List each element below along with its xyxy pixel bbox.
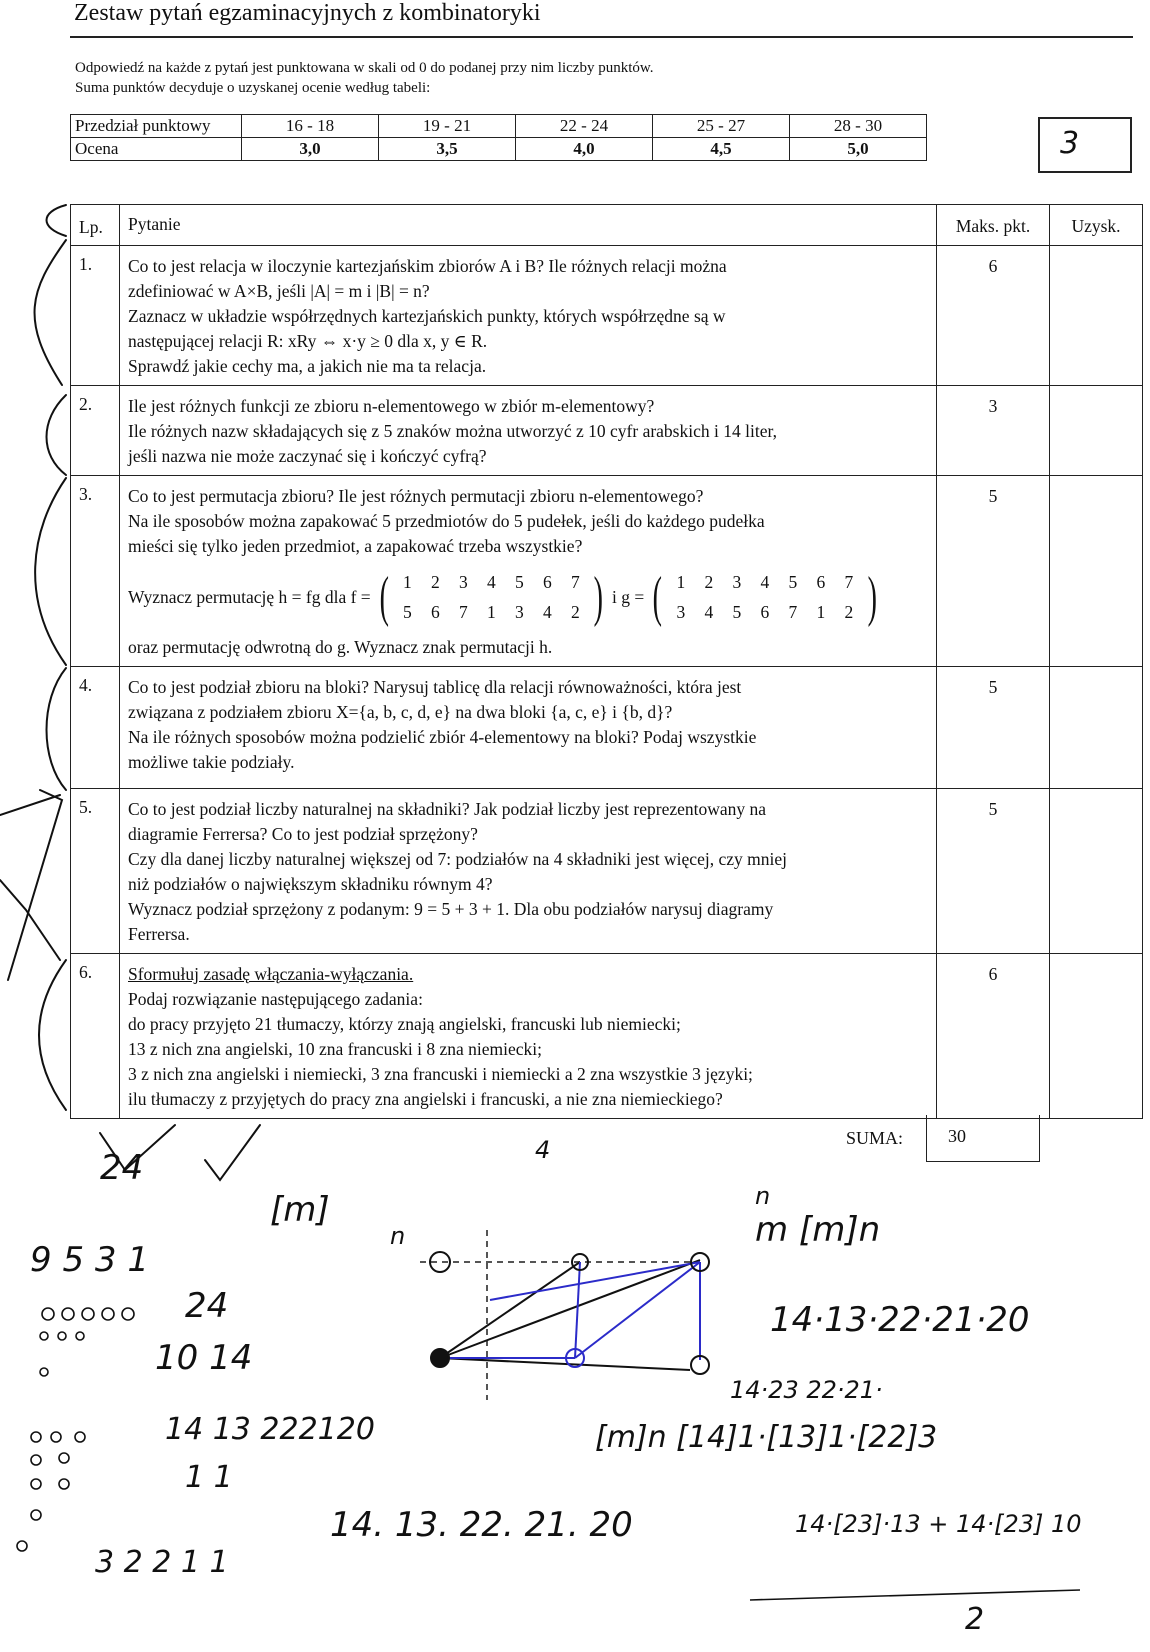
- permutation-text: Wyznacz permutację h = fg dla f =: [128, 586, 371, 607]
- ferrers-dot: [122, 1308, 134, 1320]
- g-bottom: 6: [760, 602, 770, 622]
- max-points: 5: [937, 476, 1050, 667]
- grade-cell: 4,0: [516, 138, 653, 161]
- handwritten-note: 2: [965, 1602, 985, 1637]
- right-paren: ): [593, 566, 604, 628]
- handwritten-note: n: [755, 1182, 771, 1210]
- margin-bracket: [0, 790, 62, 980]
- margin-bracket: [47, 205, 67, 236]
- ferrers-dot: [82, 1308, 94, 1320]
- handwritten-note: 14. 13. 22. 21. 20: [330, 1505, 633, 1545]
- g-bottom: 2: [844, 602, 854, 622]
- question-line: Sprawdź jakie cechy ma, a jakich nie ma ta relacja.: [128, 356, 487, 376]
- ferrers-dot: [42, 1308, 54, 1320]
- question-number: 5.: [71, 789, 120, 954]
- handwritten-note: 14·13·22·21·20: [770, 1300, 1030, 1340]
- question-line: oraz permutację odwrotną do g. Wyznacz znak permutacji h.: [128, 637, 553, 657]
- checkmark: [205, 1125, 260, 1180]
- question-number: 6.: [71, 954, 120, 1119]
- g-bottom: 5: [732, 602, 742, 622]
- question-line: następującej relacji R: xRy ⇔ x·y ≥ 0 dla x, y ∈ R.: [128, 331, 488, 351]
- f-bottom: 2: [570, 602, 580, 622]
- edge: [440, 1358, 690, 1370]
- margin-bracket: [47, 668, 67, 790]
- ferrers-dot: [59, 1479, 69, 1489]
- handwritten-note: 4: [535, 1136, 551, 1164]
- question-line: Ile jest różnych funkcji ze zbioru n-elementowego w zbiór m-elementowy?: [128, 396, 655, 416]
- range-cell: 28 - 30: [790, 115, 927, 138]
- f-top: 3: [458, 572, 468, 592]
- edge: [440, 1262, 580, 1358]
- ferrers-dot: [102, 1308, 114, 1320]
- question-number: 1.: [71, 246, 120, 386]
- ferrers-dot: [76, 1332, 84, 1340]
- sum-value: 30: [948, 1126, 966, 1146]
- question-line: do pracy przyjęto 21 tłumaczy, którzy znają angielski, francuski lub niemiecki;: [128, 1014, 681, 1034]
- question-line: 13 z nich zna angielski, 10 zna francuski i 8 zna niemiecki;: [128, 1039, 543, 1059]
- edge: [440, 1260, 700, 1358]
- question-line: Zaznacz w układzie współrzędnych kartezjańskich punkty, których współrzędne są w: [128, 306, 726, 326]
- f-top: 5: [514, 572, 524, 592]
- question-line: Sformułuj zasadę włączania-wyłączania.: [128, 964, 414, 984]
- f-bottom: 4: [542, 602, 552, 622]
- max-points: 6: [937, 246, 1050, 386]
- col-header-got: Uzysk.: [1050, 205, 1143, 246]
- g-top: 4: [760, 572, 770, 592]
- ferrers-dot: [31, 1510, 41, 1520]
- ferrers-dot: [58, 1332, 66, 1340]
- handwritten-note: 9 5 3 1: [30, 1240, 149, 1280]
- grade-cell: 3,0: [242, 138, 379, 161]
- grade-cell: 5,0: [790, 138, 927, 161]
- question-line: mieści się tylko jeden przedmiot, a zapakować trzeba wszystkie?: [128, 536, 583, 556]
- intro-line-1: Odpowiedź na każde z pytań jest punktowana w skali od 0 do podanej przy nim liczby punktów.: [75, 60, 654, 76]
- ferrers-dot: [62, 1308, 74, 1320]
- vertex: [431, 1349, 449, 1367]
- ferrers-dot: [75, 1432, 85, 1442]
- question-number: 2.: [71, 386, 120, 476]
- handwritten-note: 24: [185, 1286, 229, 1326]
- g-bottom: 7: [788, 602, 798, 622]
- handwritten-note: 14·23 22·21·: [730, 1376, 883, 1404]
- ferrers-dot: [31, 1455, 41, 1465]
- question-line: diagramie Ferrersa? Co to jest podział sprzężony?: [128, 824, 478, 844]
- handwritten-note: 14·[23]·13 + 14·[23] 10: [795, 1510, 1082, 1538]
- handwritten-note: 3 2 2 1 1: [95, 1545, 229, 1580]
- ferrers-dot: [51, 1432, 61, 1442]
- question-line: Na ile różnych sposobów można podzielić zbiór 4-elementowy na bloki? Podaj wszystkie: [128, 727, 757, 747]
- margin-bracket: [39, 960, 66, 1110]
- max-points: 6: [937, 954, 1050, 1119]
- col-header-max: Maks. pkt.: [937, 205, 1050, 246]
- ferrers-dot: [59, 1453, 69, 1463]
- question-line: niż podziałów o największym składniku równym 4?: [128, 874, 493, 894]
- margin-bracket: [35, 478, 66, 665]
- question-line: Na ile sposobów można zapakować 5 przedmiotów do 5 pudełek, jeśli do każdego pudełka: [128, 511, 765, 531]
- g-top: 5: [788, 572, 798, 592]
- question-line: Wyznacz podział sprzężony z podanym: 9 = 5 + 3 + 1. Dla obu podziałów narysuj diagramy: [128, 899, 774, 919]
- intro-line-2: Suma punktów decyduje o uzyskanej ocenie według tabeli:: [75, 80, 431, 96]
- edge: [575, 1262, 700, 1358]
- question-line: jeśli nazwa nie może zaczynać się i kończyć cyfrą?: [128, 446, 487, 466]
- left-paren: (: [379, 566, 389, 628]
- question-line: Podaj rozwiązanie następującego zadania:: [128, 989, 423, 1009]
- range-cell: 16 - 18: [242, 115, 379, 138]
- ferrers-dot: [17, 1541, 27, 1551]
- question-line: Ile różnych nazw składających się z 5 znaków można utworzyć z 10 cyfr arabskich i 14 liter,: [128, 421, 777, 441]
- right-paren: ): [867, 566, 877, 628]
- range-cell: 19 - 21: [379, 115, 516, 138]
- f-top: 1: [402, 572, 412, 592]
- graph-sketch: [420, 1230, 709, 1400]
- question-line: Czy dla danej liczby naturalnej większej od 7: podziałów na 4 składniki jest więcej, czy mniej: [128, 849, 787, 869]
- handwritten-note: 14 13 222120: [165, 1412, 375, 1447]
- handwritten-note: 10 14: [155, 1338, 253, 1378]
- final-grade-mark: 3: [1060, 126, 1080, 161]
- question-line: 3 z nich zna angielski i niemiecki, 3 zna francuski i niemiecki a 2 zna wszystkie 3 języki;: [128, 1064, 753, 1084]
- question-line: Co to jest podział liczby naturalnej na składniki? Jak podział liczby jest reprezentowany na: [128, 799, 767, 819]
- edge: [575, 1262, 580, 1358]
- question-line: zdefiniować w A×B, jeśli |A| = m i |B| = n?: [128, 281, 430, 301]
- page-title: Zestaw pytań egzaminacyjnych z kombinatoryki: [74, 0, 541, 26]
- f-top: 2: [430, 572, 440, 592]
- f-bottom: 3: [514, 602, 524, 622]
- margin-bracket: [47, 395, 67, 475]
- f-top: 6: [542, 572, 552, 592]
- question-line: Co to jest relacja w iloczynie kartezjańskim zbiorów A i B? Ile różnych relacji można: [128, 256, 727, 276]
- handwritten-note: 1 1: [185, 1460, 233, 1495]
- g-top: 6: [816, 572, 826, 592]
- ferrers-dot: [40, 1368, 48, 1376]
- f-bottom: 1: [486, 602, 496, 622]
- left-paren: (: [652, 566, 663, 628]
- question-line: Co to jest permutacja zbioru? Ile jest różnych permutacji zbioru n-elementowego?: [128, 486, 704, 506]
- question-line: Ferrersa.: [128, 924, 190, 944]
- range-cell: 25 - 27: [653, 115, 790, 138]
- grade-cell: 4,5: [653, 138, 790, 161]
- fraction-bar: [750, 1590, 1080, 1600]
- f-top: 7: [570, 572, 580, 592]
- permutation-text: i g =: [611, 586, 645, 607]
- handwritten-note: [m]: [270, 1190, 330, 1230]
- g-top: 7: [844, 572, 854, 592]
- question-line: Co to jest podział zbioru na bloki? Narysuj tablicę dla relacji równoważności, która jest: [128, 677, 742, 697]
- ferrers-dot: [31, 1432, 41, 1442]
- edge: [490, 1262, 700, 1300]
- question-line: ilu tłumaczy z przyjętych do pracy zna angielski i francuski, a nie zna niemieckiego?: [128, 1089, 723, 1109]
- question-line: możliwe takie podziały.: [128, 752, 295, 772]
- handwritten-note: [m]n [14]1·[13]1·[22]3: [595, 1420, 938, 1455]
- f-bottom: 7: [458, 602, 468, 622]
- grade-row-label-grade: Ocena: [71, 138, 242, 161]
- handwritten-note: n: [390, 1222, 406, 1250]
- g-top: 2: [704, 572, 714, 592]
- question-number: 4.: [71, 667, 120, 789]
- question-line: związana z podziałem zbioru X={a, b, c, d, e} na dwa bloki {a, c, e} i {b, d}?: [128, 702, 673, 722]
- sum-label: SUMA:: [846, 1128, 904, 1148]
- handwritten-note: 24: [100, 1148, 144, 1188]
- g-bottom: 4: [704, 602, 714, 622]
- g-top: 3: [732, 572, 742, 592]
- max-points: 5: [937, 789, 1050, 954]
- range-cell: 22 - 24: [516, 115, 653, 138]
- margin-bracket: [35, 240, 66, 385]
- col-header-question: Pytanie: [120, 205, 937, 246]
- f-bottom: 5: [402, 602, 412, 622]
- grade-cell: 3,5: [379, 138, 516, 161]
- margin-bracket: [0, 880, 60, 960]
- ferrers-dot: [40, 1332, 48, 1340]
- col-header-no: Lp.: [71, 205, 120, 246]
- max-points: 3: [937, 386, 1050, 476]
- question-number: 3.: [71, 476, 120, 667]
- grade-row-label-range: Przedział punktowy: [71, 115, 242, 138]
- ferrers-dot: [31, 1479, 41, 1489]
- handwritten-note: m [m]n: [755, 1210, 881, 1250]
- f-bottom: 6: [430, 602, 440, 622]
- g-bottom: 3: [676, 602, 686, 622]
- f-top: 4: [486, 572, 496, 592]
- g-bottom: 1: [816, 602, 826, 622]
- g-top: 1: [676, 572, 686, 592]
- max-points: 5: [937, 667, 1050, 789]
